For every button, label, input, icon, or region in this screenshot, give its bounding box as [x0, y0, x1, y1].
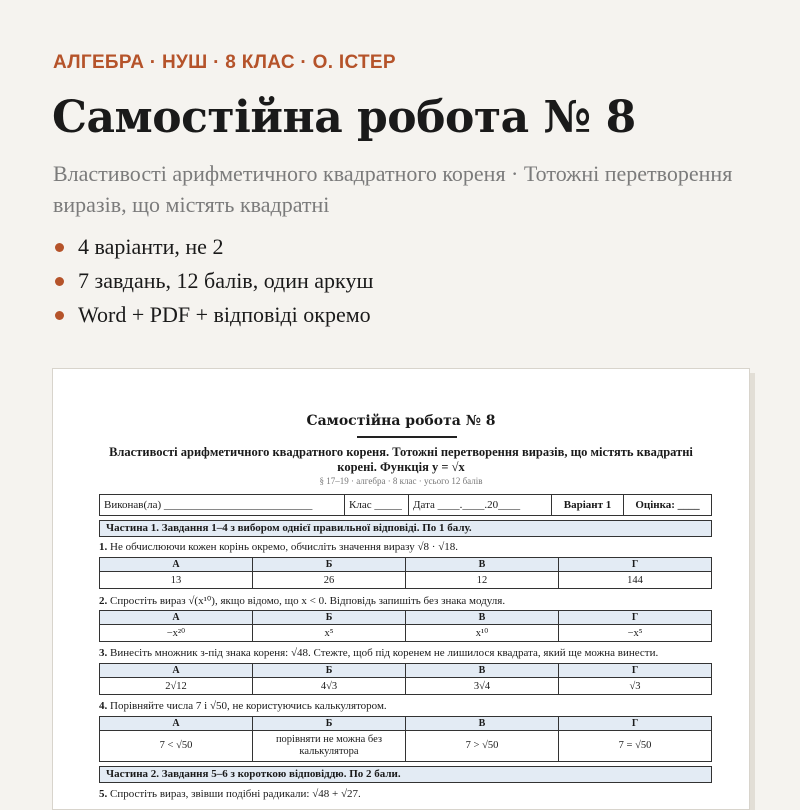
option-header: А	[100, 558, 253, 572]
answer-table-1	[99, 557, 712, 589]
answer-table-4	[99, 716, 712, 762]
answer-option: 13	[100, 572, 253, 589]
question-text: Спростіть вираз, звівши подібні радикали: √48 + √27.	[110, 788, 361, 800]
answer-table-3	[99, 663, 712, 695]
option-header: Г	[559, 664, 712, 678]
worksheet-preview	[52, 368, 750, 810]
option-header: Б	[253, 558, 406, 572]
answer-option: −x⁵	[559, 625, 712, 642]
worksheet-title: Самостійна робота № 8	[306, 413, 496, 429]
option-header: Г	[559, 717, 712, 731]
answer-option: 7 > √50	[406, 731, 559, 762]
question-5	[99, 788, 719, 800]
answer-option: −x²⁰	[100, 625, 253, 642]
feature-item	[53, 230, 373, 264]
option-header: Г	[559, 558, 712, 572]
variant-label: Варіант 1	[552, 495, 624, 515]
feature-text: 4 варіанти, не 2	[78, 234, 224, 259]
answer-table-2	[99, 610, 712, 642]
option-header: А	[100, 664, 253, 678]
question-text: Порівняйте числа 7 і √50, не користуючись калькулятором.	[110, 700, 387, 712]
option-header: Б	[253, 611, 406, 625]
answer-option: x⁵	[253, 625, 406, 642]
feature-text: Word + PDF + відповіді окремо	[78, 302, 371, 327]
option-header: Б	[253, 664, 406, 678]
class-field: Клас _____	[345, 495, 409, 515]
answer-option: √3	[559, 678, 712, 695]
answer-option: 144	[559, 572, 712, 589]
answer-option: 7 = √50	[559, 731, 712, 762]
feature-item	[53, 298, 373, 332]
option-header: В	[406, 611, 559, 625]
page-title: Самостійна робота № 8	[52, 92, 636, 143]
part1-header: Частина 1. Завдання 1–4 з вибором однієї правильної відповіді. По 1 балу.	[99, 520, 712, 537]
worksheet-meta: § 17–19 · алгебра · 8 клас · усього 12 балів	[319, 476, 483, 486]
question-text: Винесіть множник з-під знака кореня: √48. Стежте, щоб під коренем не лишилося квадрата, який ще можна винести.	[110, 647, 659, 659]
score-field: Оцінка: ____	[635, 499, 700, 511]
option-header: В	[406, 717, 559, 731]
option-header: В	[406, 558, 559, 572]
question-3	[99, 647, 719, 659]
option-header: Б	[253, 717, 406, 731]
title-underline	[357, 436, 457, 438]
answer-option: 4√3	[253, 678, 406, 695]
question-number: 2.	[99, 595, 108, 607]
date-field: Дата ____.____.20____	[409, 495, 552, 515]
answer-option: 26	[253, 572, 406, 589]
bullet-dot-icon	[55, 277, 64, 286]
answer-option: 12	[406, 572, 559, 589]
feature-list	[53, 230, 373, 332]
question-number: 4.	[99, 700, 108, 712]
answer-option: 7 < √50	[100, 731, 253, 762]
option-header: В	[406, 664, 559, 678]
question-number: 5.	[99, 788, 108, 800]
option-header: А	[100, 717, 253, 731]
question-1	[99, 541, 719, 553]
bullet-dot-icon	[55, 311, 64, 320]
answer-option: порівняти не можна без калькулятора	[253, 731, 406, 762]
question-4	[99, 700, 719, 712]
part2-header: Частина 2. Завдання 5–6 з короткою відповіддю. По 2 бали.	[99, 766, 712, 783]
option-header: А	[100, 611, 253, 625]
feature-item	[53, 264, 373, 298]
answer-option: 3√4	[406, 678, 559, 695]
answer-option: 2√12	[100, 678, 253, 695]
bullet-dot-icon	[55, 243, 64, 252]
option-header: Г	[559, 611, 712, 625]
question-text: Не обчислюючи кожен корінь окремо, обчисліть значення виразу √8 · √18.	[110, 541, 458, 553]
category-eyebrow: АЛГЕБРА · НУШ · 8 КЛАС · О. ІСТЕР	[53, 52, 396, 73]
student-info-row	[99, 494, 712, 516]
page-subtitle: Властивості арифметичного квадратного кореня · Тотожні перетворення виразів, що містять квадратні	[53, 161, 733, 217]
question-number: 1.	[99, 541, 108, 553]
feature-text: 7 завдань, 12 балів, один аркуш	[78, 268, 374, 293]
answer-option: x¹⁰	[406, 625, 559, 642]
worksheet-topic: Властивості арифметичного квадратного кореня. Тотожні перетворення виразів, що містять квадратні корені. Функція y = √x	[109, 445, 693, 474]
student-name-field: Виконав(ла) ___________________________	[100, 495, 345, 515]
question-2	[99, 594, 719, 607]
question-number: 3.	[99, 647, 108, 659]
question-text: Спростіть вираз √(x¹⁰), якщо відомо, що x < 0. Відповідь запишіть без знака модуля.	[110, 595, 506, 607]
